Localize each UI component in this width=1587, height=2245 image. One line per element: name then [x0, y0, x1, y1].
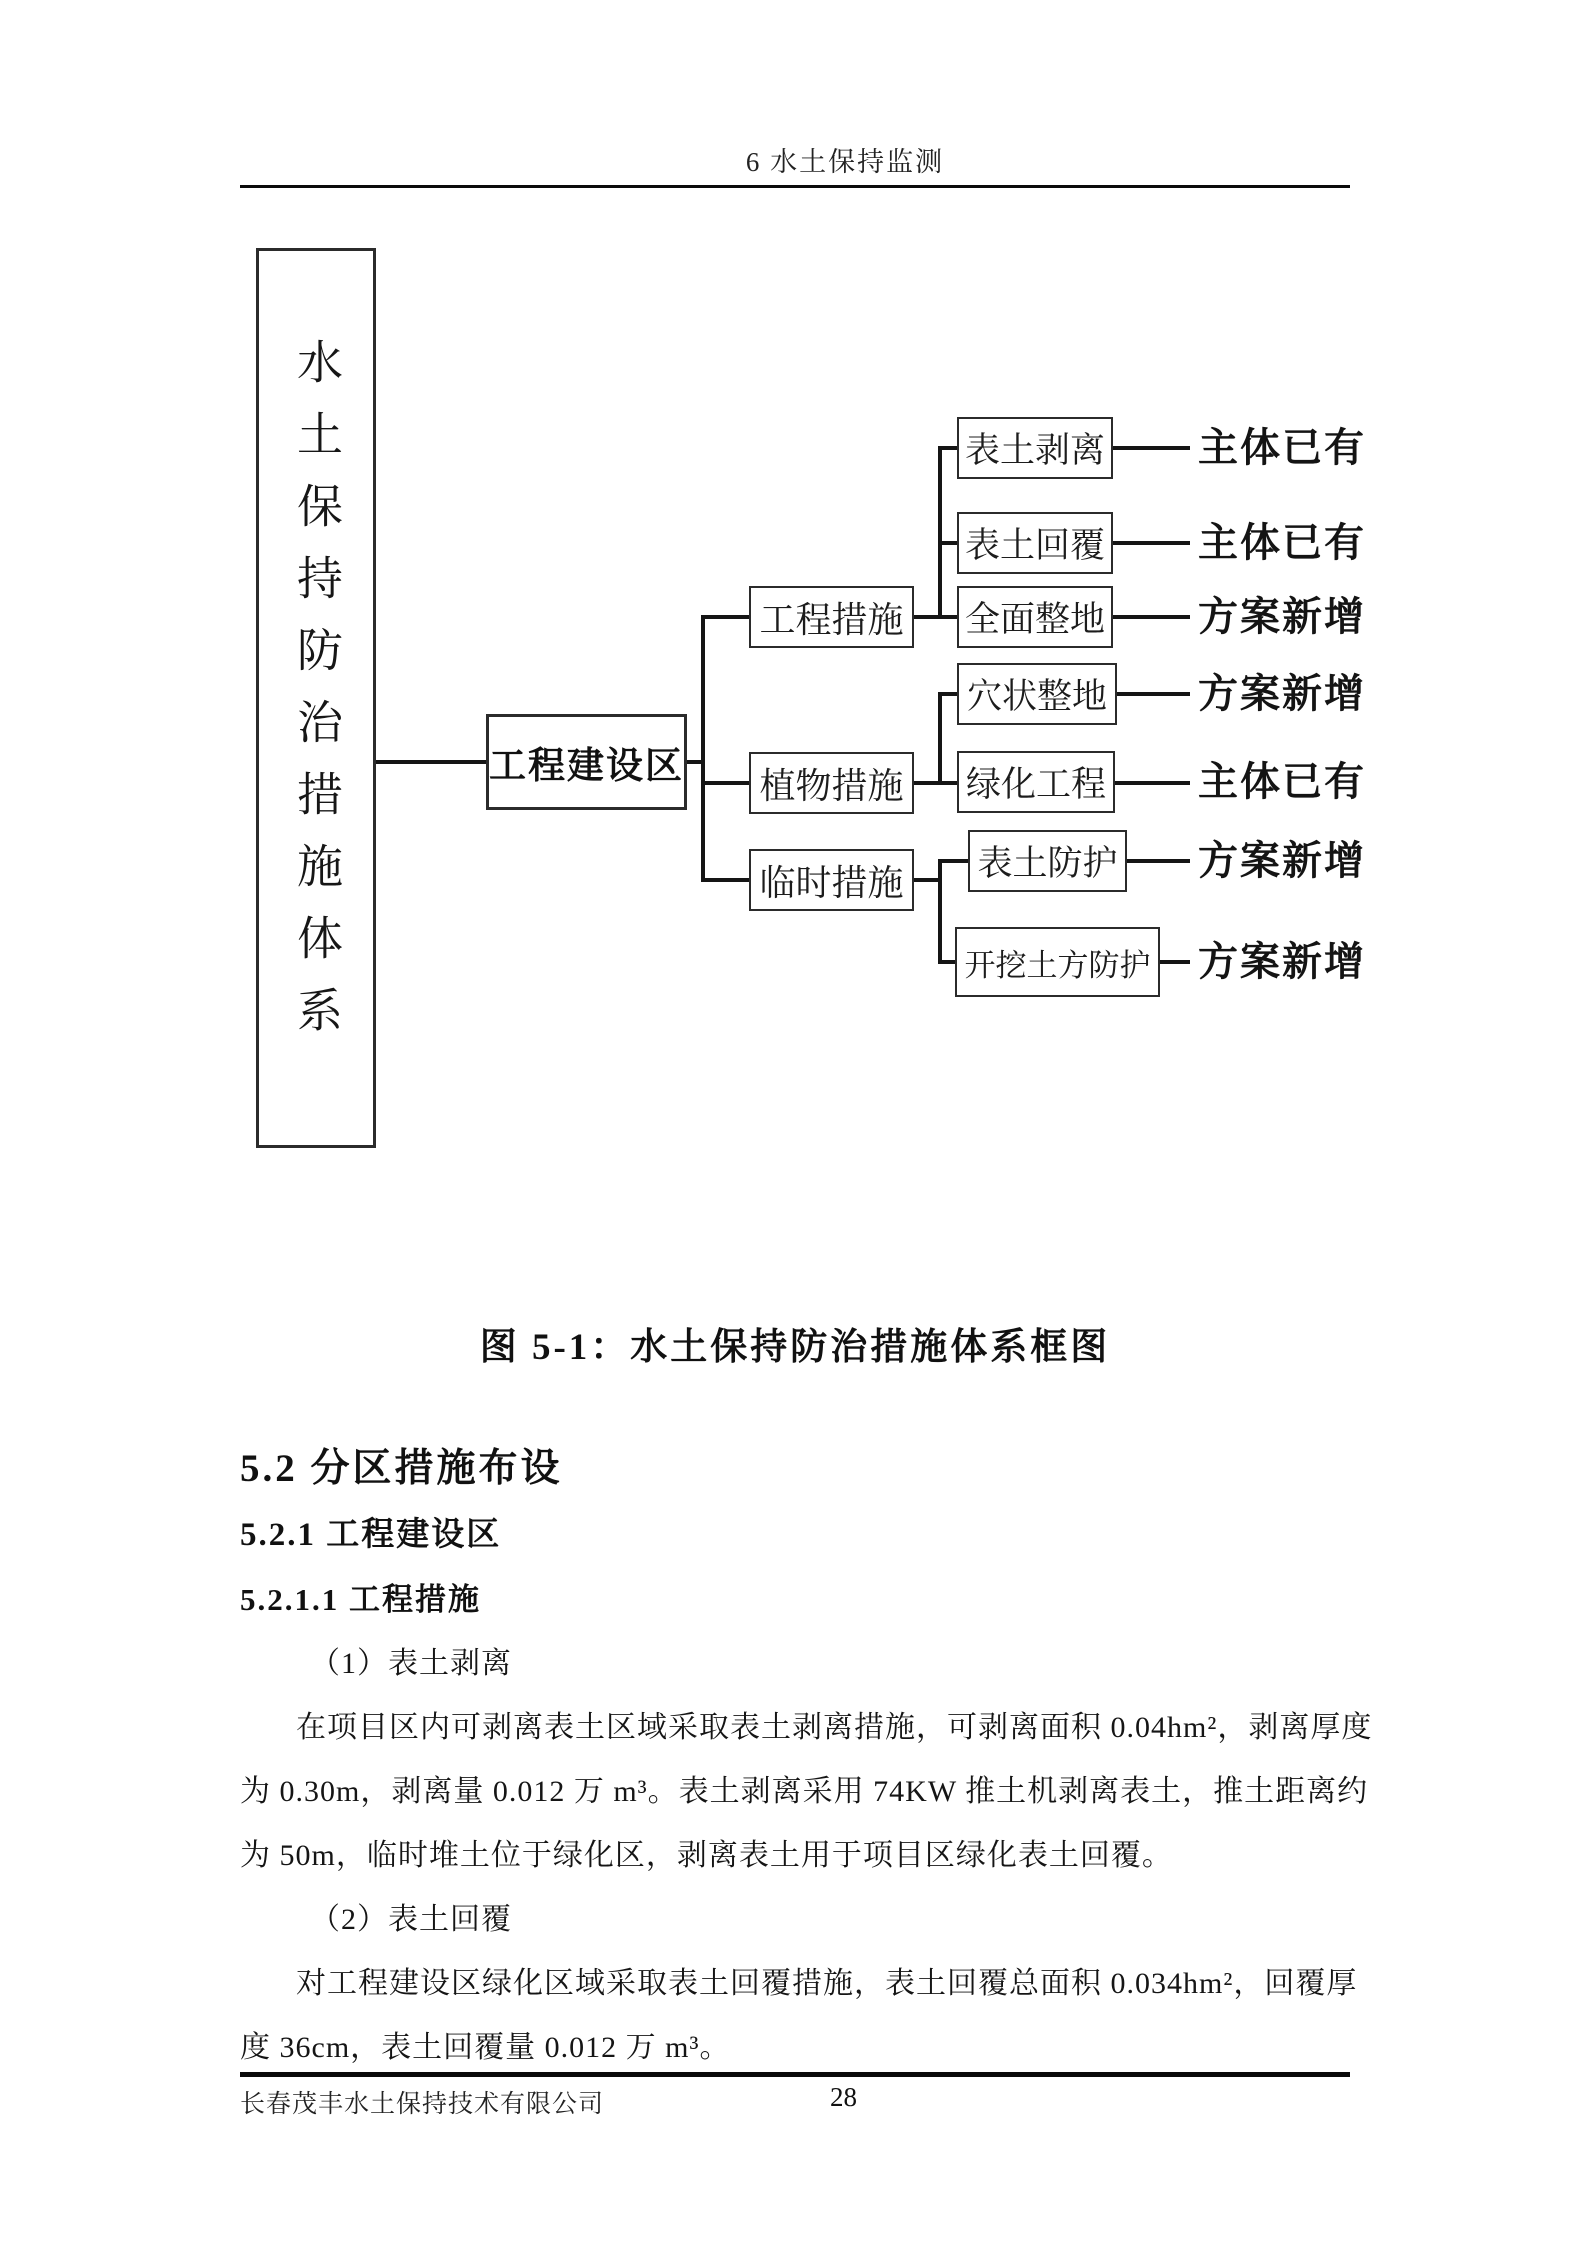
connector-line	[1113, 446, 1190, 450]
status-label-3: 方案新增	[1198, 595, 1366, 639]
connector-line	[1113, 541, 1190, 545]
connector-line	[703, 615, 749, 619]
status-label-4: 方案新增	[1198, 672, 1366, 716]
status-label-5: 主体已有	[1198, 760, 1366, 804]
connector-line	[703, 781, 749, 785]
connector-line	[1113, 615, 1190, 619]
footer-rule	[240, 2072, 1350, 2077]
body-line: 为 50m，临时堆土位于绿化区，剥离表土用于项目区绿化表土回覆。	[240, 1839, 1173, 1872]
connector-line	[1160, 960, 1190, 964]
body-line: 为 0.30m，剥离量 0.012 万 m³。表土剥离采用 74KW 推土机剥离表土，推土距离约	[240, 1775, 1369, 1808]
connector-line	[938, 859, 942, 964]
measure-box-full-land-preparation: 全面整地	[957, 586, 1113, 648]
connector-line	[914, 878, 940, 882]
measure-box-excavated-earth-protection: 开挖土方防护	[955, 927, 1160, 997]
connector-line	[703, 878, 749, 882]
measure-box-topsoil-backfill: 表土回覆	[957, 512, 1113, 574]
measure-box-pit-land-preparation: 穴状整地	[957, 663, 1117, 725]
body-line: 度 36cm，表土回覆量 0.012 万 m³。	[240, 2031, 731, 2064]
connector-line	[376, 760, 486, 764]
section-heading-5-2-1: 5.2.1 工程建设区	[240, 1517, 502, 1553]
category-box-engineering: 工程措施	[749, 586, 914, 648]
measure-box-greening-works: 绿化工程	[957, 751, 1115, 813]
section-heading-5-2: 5.2 分区措施布设	[240, 1447, 563, 1490]
status-label-2: 主体已有	[1198, 521, 1366, 565]
connector-line	[940, 692, 957, 696]
measure-box-topsoil-protection: 表土防护	[968, 830, 1127, 892]
category-box-vegetation: 植物措施	[749, 752, 914, 814]
header-chapter-title: 6 水土保持监测	[745, 147, 945, 177]
body-text	[240, 1632, 1400, 2080]
connector-line	[938, 692, 942, 785]
section-heading-5-2-1-1: 5.2.1.1 工程措施	[240, 1582, 481, 1617]
connector-line	[940, 446, 957, 450]
connector-line	[940, 859, 968, 863]
connector-line	[940, 960, 955, 964]
body-line: （1）表土剥离	[310, 1647, 512, 1680]
status-label-7: 方案新增	[1198, 940, 1366, 984]
footer-company: 长春茂丰水土保持技术有限公司	[240, 2091, 605, 2118]
connector-line	[940, 541, 957, 545]
connector-line	[1117, 692, 1190, 696]
connector-line	[938, 446, 942, 619]
connector-line	[1127, 859, 1190, 863]
connector-line	[1115, 781, 1190, 785]
figure-caption: 图 5-1：水土保持防治措施体系框图	[479, 1327, 1111, 1368]
connector-line	[914, 781, 957, 785]
connector-line	[914, 615, 957, 619]
category-box-temporary: 临时措施	[749, 849, 914, 911]
measure-box-topsoil-stripping: 表土剥离	[957, 417, 1113, 479]
header-rule	[240, 185, 1350, 188]
root-box	[256, 248, 376, 1148]
zone-box: 工程建设区	[486, 714, 687, 810]
page-number: 28	[830, 2082, 857, 2112]
root-box-label: 水土保持防治措施体系	[291, 338, 342, 1058]
status-label-6: 方案新增	[1198, 839, 1366, 883]
status-label-1: 主体已有	[1198, 426, 1366, 470]
body-line: （2）表土回覆	[310, 1903, 512, 1936]
connector-line	[701, 615, 705, 882]
body-line: 对工程建设区绿化区域采取表土回覆措施，表土回覆总面积 0.034hm²，回覆厚	[296, 1967, 1358, 2000]
body-line: 在项目区内可剥离表土区域采取表土剥离措施，可剥离面积 0.04hm²，剥离厚度	[296, 1711, 1373, 1744]
